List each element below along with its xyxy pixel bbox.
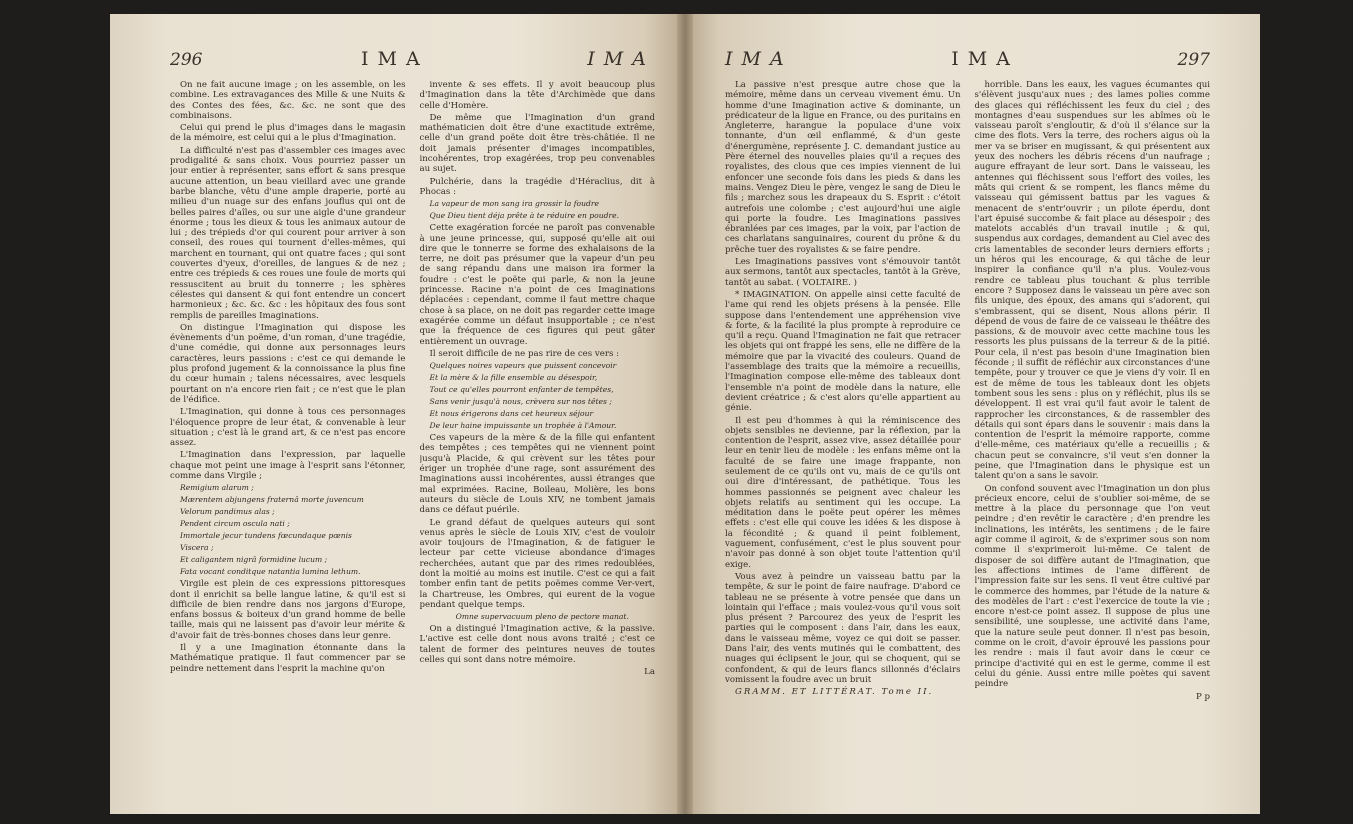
paragraph: horrible. Dans les eaux, les vagues écumantes qui s'élèvent jusqu'aux nues ; des lames polies comme des glaces qui réfléchissent les feux du ciel ; des montagnes d'eau suspendues sur les abîmes où le vaisseau paroît s'engloutir, & d'où il s'élance sur la cime des flots. Vers la terre, des rochers aigus où la mer va se briser en mugissant, & qui présentent aux yeux des nochers les débris récens d'un naufrage ; augure effrayant de leur sort. Dans le vaisseau, les antennes qui fléchissent sous l'effort des voiles, les mâts qui crient & se rompent, les flancs même du vaisseau qui gémissent battus par les vagues & menacent de s'entr'ouvrir ; un pilote éperdu, dont l'art épuisé succombe & fait place au désespoir ; des matelots accablés d'un travail inutile ; & qui, suspendus aux cordages, demandent au Ciel avec des cris lamentables de seconder leurs derniers efforts ; un héros qui les encourage, & qui tâche de leur inspirer la confiance qu'il n'a plus. Voulez-vous rendre ce tableau plus touchant & plus terrible encore ? Supposez dans le vaisseau un père avec son fils unique, des époux, des amans qui s'adorent, qui s'embrassent, qui se disent, Nous allons périr. Il dépend de vous de faire de ce vaisseau le théâtre des passions, & de mouvoir avec cette machine tous les ressorts les plus puissans de la terreur & de la pitié. Pour cela, il n'est pas besoin d'une Imagination bien féconde ; il suffit de réfléchir aux circonstances d'une tempête, pour y trouver ce que je viens d'y voir. Il en est de même de tous les tableaux dont les objets tombent sous les sens : plus on y réfléchit, plus ils se développent. Il est vrai qu'il faut avoir le talent de rapprocher les circonstances, & de rassembler des détails qui sont épars dans le souvenir : mais dans la contention de l'esprit la mémoire rapporte, comme d'elle-même, ces matériaux qu'elle a recueillis ; & chacun peut se convaincre, s'il veut s'en donner la peine, que l'Imagination dans le physique est un talent qu'on a sans le savoir. (974, 80, 1210, 482)
paragraph: Le grand défaut de quelques auteurs qui sont venus après le siècle de Louis XIV, c'est de vouloir avoir toujours de l'Imagination, & de fatiguer le lecteur par cette vicieuse abondance d'images recherchées, autant que par des rimes redoublées, dont la moitié au moins est inutile. C'est ce qui a fait tomber enfin tant de petits poëmes comme Ver-vert, la Chartreuse, les Ombres, qui eurent de la vogue pendant quelque temps. (419, 517, 655, 610)
paragraph: On distingue l'Imagination qui dispose les évènements d'un poëme, d'un roman, d'une tragédie, d'une comédie, qui donne aux personnages leurs caractères, leurs passions : c'est ce qui demande le plus profond jugement & la connoissance la plus fine du cœur humain ; talens nécessaires, avec lesquels pourtant on n'a encore rien fait ; ce n'est que le plan de l'édifice. (170, 322, 406, 405)
latin-verse: Et caligantem nigrâ formidine lucum ; (180, 555, 328, 565)
paragraph: Il est peu d'hommes à qui la réminiscence des objets sensibles ne devienne, par la réflexion, par la contention de l'esprit, assez vive, assez détaillée pour leur en tenir lieu de modèle : les enfans même ont la faculté de se faire une image frappante, non seulement de ce qu'ils ont vu, mais de ce qu'ils ont oui dire d'intéressant, de pathétique. Tous les hommes passionnés se peignent avec chaleur les objets relatifs au sentiment qui les occupe. La méditation dans le poëte peut opérer les mêmes effets : c'est elle qui couve les idées & les dispose à la fécondité ; & quand il peint foiblement, vaguement, confusément, c'est le plus souvent pour n'avoir pas donné à son objet toute l'attention qu'il exige. (725, 415, 961, 570)
latin-verse: Pendent circum oscula nati ; (180, 519, 290, 529)
verse-line: Que Dieu tient déja prête à te réduire en poudre. (429, 211, 620, 221)
left-col-1 (170, 80, 406, 780)
paragraph: Ces vapeurs de la mère & de la fille qui enfantent des tempêtes ; ces tempêtes qui ne viennent point jusqu'à Placide, & qui crèvent sur les têtes pour ériger un trophée d'une rage, sont assurément des Imaginations aussi incohérentes, aussi étranges que mal exprimées. Racine, Boileau, Molière, les bons auteurs du siècle de Louis XIV, ne tombent jamais dans ce défaut puérile. (419, 433, 655, 516)
latin-verse: Mærentem abjungens fraternâ morte juvencum (180, 495, 364, 505)
right-running-head (725, 48, 1210, 74)
catchword: P p (1195, 691, 1210, 702)
latin-verse: Immortale jecur tundens fœcundaque pœnis (180, 531, 352, 541)
right-running-title: IMA (951, 48, 1019, 70)
paragraph: Cette exagération forcée ne paroît pas convenable à une jeune princesse, qui, supposé qu'elle ait oui dire que le tonnerre se forme des exhalaisons de la terre, ne doit pas présumer que la vapeur d'un peu de sang répandu dans une maison ira former la foudre : c'est le poëte qui parle, & non la jeune princesse. Racine n'a point de ces Imaginations déplacées : cependant, comme il faut mettre chaque chose à sa place, on ne doit pas regarder cette image exagérée comme un défaut insupportable ; ce n'est que la fréquence de ces figures qui peut gâter entièrement un ouvrage. (419, 223, 655, 347)
left-running-title-second: IMA (587, 48, 655, 70)
verse-line: Sans venir jusqu'à nous, crèvera sur nos têtes ; (429, 397, 612, 407)
right-col-2 (975, 80, 1211, 780)
paragraph: * IMAGINATION. On appelle ainsi cette faculté de l'ame qui rend les objets présens à la pensée. Elle suppose dans l'entendement une appréhension vive & forte, & la facilité la plus prompte à reproduire ce qu'il a reçu. Quand l'Imagination ne fait que retracer les objets qui ont frappé les sens, elle ne diffère de la mémoire que par la vivacité des couleurs. Quand de l'assemblage des traits que la mémoire a recueillis, l'Imagination compose elle-même des tableaux dont l'ensemble n'a point de modèle dans la nature, elle devient créatrice ; & c'est alors qu'elle appartient au génie. (725, 289, 961, 414)
paragraph: On confond souvent avec l'Imagination un don plus précieux encore, celui de s'oublier soi-même, de se mettre à la place du personnage que l'on veut peindre ; d'en revêtir le caractère ; d'en prendre les inclinations, les intérêts, les sentimens ; de le faire agir comme il agiroit, & de s'exprimer sous son nom comme il s'exprimeroit lui-même. Ce talent de disposer de soi diffère autant de l'Imagination, que les affections intimes de l'ame diffèrent de l'impression faite sur les sens. Il veut être cultivé par le commerce des hommes, par l'étude de la nature & des modèles de l'art : c'est l'exercice de toute la vie ; encore n'est-ce point assez. Il suppose de plus une sensibilité, une souplesse, une activité dans l'ame, que la nature seule peut donner. Il n'est pas besoin, comme on le croit, d'avoir éprouvé les passions pour les rendre : mais il faut avoir dans le cœur ce principe d'activité qui en est le germe, comme il est celui du génie. Aussi entre mille poètes qui savent peindre (974, 483, 1210, 690)
paragraph: Celui qui prend le plus d'images dans le magasin de la mémoire, est celui qui a le plus d'Imagination. (170, 123, 406, 144)
paragraph: Pulchérie, dans la tragédie d'Héraclius, dit à Phocas : (419, 176, 655, 197)
signature-line: GRAMM. ET LITTÉRAT. Tome II. (735, 687, 934, 698)
catchword: La (644, 667, 655, 678)
latin-verse: Velorum pandimus alas ; (180, 507, 275, 517)
right-running-title-first: IMA (725, 48, 793, 70)
paragraph: Vous avez à peindre un vaisseau battu par la tempête, & sur le point de faire naufrage. D'abord ce tableau ne se présente à votre pensée que dans un lointain qui l'efface ; mais voulez-vous qu'il vous soit plus présent ? Parcourez des yeux de l'esprit les parties qui le composent : dans l'air, dans les eaux, dans le vaisseau même, voyez ce qui doit se passer. Dans l'air, des vents mutinés qui le combattent, des nuages qui éclipsent le jour, qui se choquent, qui se confondent, & qui de leurs flancs sillonnés d'éclairs vomissent la foudre avec un bruit (725, 571, 961, 685)
paragraph: On a distingué l'Imagination active, & la passive. L'active est celle dont nous avons traité ; c'est ce talent de former des peintures neuves de toutes celles qui sont dans notre mémoire. (419, 624, 655, 666)
latin-verse: Remigium alarum ; (180, 483, 254, 493)
paragraph: L'Imagination dans l'expression, par laquelle chaque mot peint une image à l'esprit sans l'étonner, comme dans Virgile ; (170, 450, 406, 481)
left-col-2 (420, 80, 656, 780)
book-spread (110, 14, 1260, 814)
paragraph: De même que l'Imagination d'un grand mathématicien doit être d'une exactitude extrême, celle d'un grand poëte doit être très-châtiée. Il ne doit jamais présenter d'images incompatibles, incohérentes, trop exagérées, trop peu convenables au sujet. (419, 112, 655, 175)
paragraph: La passive n'est presque autre chose que la mémoire, même dans un cerveau vivement ému. Un homme d'une Imagination active & dominante, un prédicateur de la ligue en France, ou des puritains en Angleterre, harangue la populace d'une voix tonnante, d'un œil enflammé, & d'un geste d'énergumène, représente J. C. demandant justice au Père éternel des nouvelles plaies qu'il a reçues des royalistes, des clous que ces impies viennent de lui enfoncer une seconde fois dans les pieds & dans les mains. Vengez Dieu le père, vengez le sang de Dieu le fils ; marchez sous les drapeaux du S. Esprit : c'étoit autrefois une colombe ; c'est aujourd'hui une aigle qui porte la foudre. Les Imaginations passives ébranlées par ces images, par la voix, par l'action de ces charlatans sanguinaires, courent du prône & du prêche tuer des royalistes & se faire pendre. (725, 80, 961, 255)
paragraph: L'Imagination, qui donne à tous ces personnages l'éloquence propre de leur état, & convenable à leur situation ; c'est là le grand art, & ce n'est pas encore assez. (170, 407, 406, 449)
latin-line: Omne supervacuum pleno de pectore manat. (455, 612, 629, 622)
verse-line: Et la mère & la fille ensemble au désespoir, (429, 373, 598, 383)
verse-line: Quelques noires vapeurs que puissent concevoir (429, 361, 617, 371)
latin-verse: Viscera ; (180, 543, 214, 553)
verse-line: De leur haine impuissante un trophée à l'Amour. (429, 421, 617, 431)
left-columns (170, 80, 655, 780)
paragraph: Virgile est plein de ces expressions pittoresques dont il enrichit sa belle langue latine, & qu'il est si difficile de bien rendre dans nos jargons d'Europe, enfans bossus & boiteux d'un grand homme de belle taille, mais qui ne laissent pas d'avoir leur mérite & d'avoir fait de très-bonnes choses dans leur genre. (170, 579, 406, 641)
left-running-head (170, 48, 655, 74)
left-page (110, 14, 685, 814)
paragraph: Il seroit difficile de ne pas rire de ces vers : (429, 348, 619, 359)
paragraph: Il y a une Imagination étonnante dans la Mathématique pratique. Il faut commencer par se peindre nettement dans l'esprit la machine qu'on (170, 643, 406, 674)
paragraph: La difficulté n'est pas d'assembler ces images avec prodigalité & sans choix. Vous pourriez passer un jour entier à représenter, sans effort & sans presque aucune attention, un beau vieillard avec une grande barbe blanche, vêtu d'une ample draperie, porté au milieu d'un nuage sur des enfans jouflus qui ont de belles paires d'aîles, ou sur une aigle d'une grandeur énorme ; tous les dieux & tous les animaux autour de lui ; des trépieds d'or qui courent pour arriver à son conseil, des roues qui tournent d'elles-mêmes, qui marchent en tournant, qui ont quatre faces ; qui sont couvertes d'yeux, d'oreilles, de langues & de nez ; entre ces trépieds & ces roues une foule de morts qui ressuscitent au bruit du tonnerre ; les sphères célestes qui dansent & qui font entendre un concert harmonieux ; &c. &c. &c : les hôpitaux des fous sont remplis de pareilles Imaginations. (170, 145, 406, 321)
right-page (685, 14, 1260, 814)
book-gutter (677, 14, 693, 814)
right-col-1 (725, 80, 961, 780)
right-columns (725, 80, 1210, 780)
verse-line: Tout ce qu'elles pourront enfanter de tempêtes, (429, 385, 614, 395)
paragraph: invente & ses effets. Il y avoit beaucoup plus d'Imagination dans la tête d'Archimède que dans celle d'Homère. (419, 80, 655, 111)
left-page-number: 296 (170, 50, 203, 70)
paragraph: Les Imaginations passives vont s'émouvoir tantôt aux sermons, tantôt aux spectacles, tantôt à la Grève, tantôt au sabat. ( VOLTAIRE. ) (725, 257, 961, 288)
right-page-number: 297 (1177, 50, 1210, 70)
paragraph: On ne fait aucune image ; on les assemble, on les combine. Les extravagances des Mille & une Nuits & des Contes des fées, &c. &c. ne sont que des combinaisons. (170, 80, 406, 121)
verse-line: La vapeur de mon sang ira grossir la foudre (429, 199, 599, 209)
latin-verse: Fata vocant conditque natantia lumina lethum. (180, 567, 361, 577)
left-running-title: IMA (361, 48, 429, 70)
verse-line: Et nous érigerons dans cet heureux séjour (429, 409, 594, 419)
